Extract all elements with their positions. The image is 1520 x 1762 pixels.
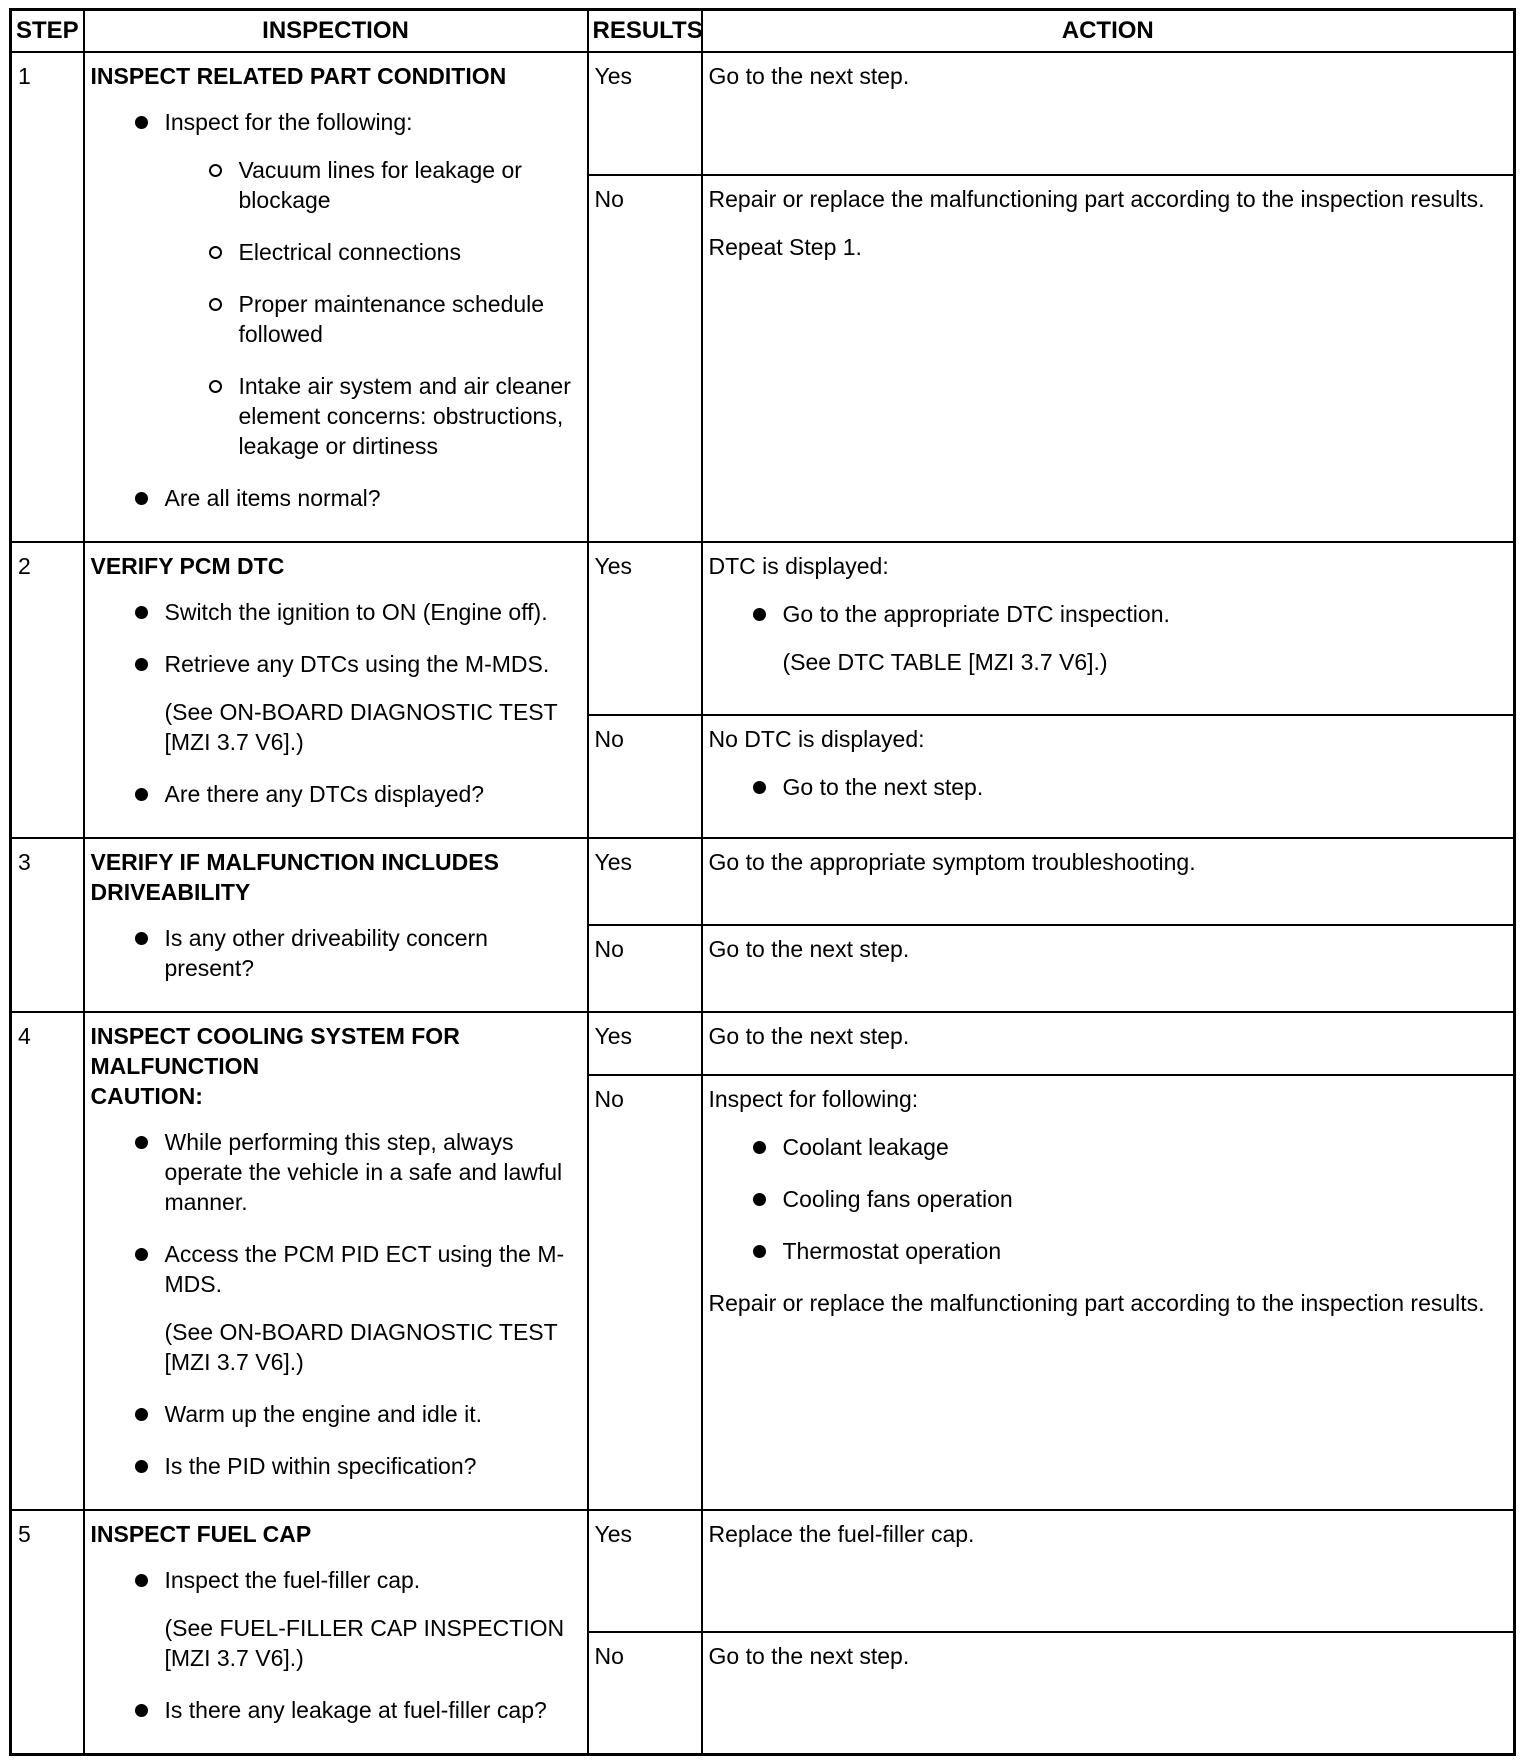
- step-title: [91, 1021, 581, 1081]
- result-yes: Yes: [588, 838, 702, 925]
- diagnostic-table: [9, 8, 1516, 1756]
- result-yes: Yes: [588, 1012, 702, 1075]
- step-title: VERIFY PCM DTC: [90, 553, 285, 579]
- header-step: STEP: [11, 10, 84, 53]
- bullet-text: Go to the appropriate DTC inspection.: [782, 601, 1170, 627]
- action-yes: Go to the appropriate symptom troubleshooting.: [702, 838, 1515, 925]
- bullet-item: Is the PID within specification?: [165, 1451, 581, 1481]
- action-text: No DTC is displayed:: [708, 726, 925, 753]
- bullet-list: [91, 1565, 581, 1725]
- header-results: RESULTS: [588, 10, 702, 53]
- sub-bullet-item: Proper maintenance schedule followed: [239, 289, 581, 349]
- bullet-list: [709, 772, 1508, 802]
- action-yes: Replace the fuel-filler cap.: [702, 1510, 1515, 1632]
- sub-bullet-list: [165, 155, 581, 461]
- bullet-list: [709, 1132, 1508, 1266]
- caution-label: CAUTION:: [90, 1083, 203, 1109]
- sub-bullet-item: Intake air system and air cleaner element concerns: obstructions, leakage or dirtiness: [239, 371, 581, 461]
- action-text: DTC is displayed:: [708, 553, 889, 579]
- step-4-yes-row: [11, 1012, 1515, 1075]
- step-number: 2: [11, 542, 84, 838]
- bullet-item: Are there any DTCs displayed?: [165, 779, 581, 809]
- step-1-inspection: [84, 52, 588, 542]
- step-4-inspection: [84, 1012, 588, 1510]
- bullet-list: [91, 923, 581, 983]
- bullet-item: Switch the ignition to ON (Engine off).: [165, 597, 581, 627]
- bullet-item: Are all items normal?: [165, 483, 581, 513]
- header-inspection: INSPECTION: [84, 10, 588, 53]
- bullet-item: Go to the next step.: [783, 772, 1508, 802]
- bullet-item: Coolant leakage: [783, 1132, 1508, 1162]
- step-2-yes-row: [11, 542, 1515, 715]
- header-action: ACTION: [702, 10, 1515, 53]
- bullet-text: Access the PCM PID ECT using the M-MDS.: [164, 1241, 565, 1297]
- action-text: Repair or replace the malfunctioning part according to the inspection results.: [708, 1289, 1485, 1316]
- step-title: INSPECT RELATED PART CONDITION: [90, 63, 507, 89]
- bullet-list: [91, 597, 581, 809]
- action-text: Inspect for following:: [708, 1085, 919, 1112]
- result-no: No: [588, 715, 702, 838]
- step-5-yes-row: [11, 1510, 1515, 1632]
- bullet-item: [165, 1565, 581, 1673]
- step-2-inspection: [84, 542, 588, 838]
- bullet-item: Warm up the engine and idle it.: [165, 1399, 581, 1429]
- step-3-yes-row: [11, 838, 1515, 925]
- result-no: No: [588, 1075, 702, 1510]
- reference-text: (See ON-BOARD DIAGNOSTIC TEST [MZI 3.7 V6].): [164, 699, 558, 755]
- step-title: VERIFY IF MALFUNCTION INCLUDES DRIVEABILITY: [90, 849, 499, 905]
- action-no: [702, 1075, 1515, 1510]
- step-title-text: INSPECT COOLING SYSTEM FOR MALFUNCTION: [90, 1023, 460, 1079]
- result-no: No: [588, 925, 702, 1012]
- reference-text: (See DTC TABLE [MZI 3.7 V6].): [782, 649, 1108, 675]
- sub-bullet-item: Electrical connections: [239, 237, 581, 267]
- reference-text: (See ON-BOARD DIAGNOSTIC TEST [MZI 3.7 V6].): [164, 1319, 558, 1375]
- header-row: [11, 10, 1515, 53]
- bullet-item: Thermostat operation: [783, 1236, 1508, 1266]
- bullet-item: Is any other driveability concern present?: [165, 923, 581, 983]
- result-yes: Yes: [588, 52, 702, 175]
- bullet-list: [91, 1127, 581, 1481]
- bullet-list: [709, 599, 1508, 677]
- step-number: 5: [11, 1510, 84, 1755]
- step-number: 3: [11, 838, 84, 1012]
- bullet-item: [165, 649, 581, 757]
- step-3-inspection: [84, 838, 588, 1012]
- action-no: Go to the next step.: [702, 1632, 1515, 1754]
- bullet-item: While performing this step, always operate the vehicle in a safe and lawful manner.: [165, 1127, 581, 1217]
- result-no: No: [588, 175, 702, 543]
- result-no: No: [588, 1632, 702, 1754]
- action-yes: Go to the next step.: [702, 1012, 1515, 1075]
- bullet-item: [165, 107, 581, 461]
- bullet-item: Is there any leakage at fuel-filler cap?: [165, 1695, 581, 1725]
- bullet-list: [91, 107, 581, 513]
- result-yes: Yes: [588, 542, 702, 715]
- action-yes: Go to the next step.: [702, 52, 1515, 175]
- bullet-item: [165, 1239, 581, 1377]
- step-5-inspection: [84, 1510, 588, 1755]
- sub-bullet-item: Vacuum lines for leakage or blockage: [239, 155, 581, 215]
- step-number: 1: [11, 52, 84, 542]
- action-text: Repair or replace the malfunctioning part according to the inspection results.: [708, 185, 1485, 212]
- bullet-item: Cooling fans operation: [783, 1184, 1508, 1214]
- reference-text: (See FUEL-FILLER CAP INSPECTION [MZI 3.7 V6].): [164, 1615, 565, 1671]
- step-number: 4: [11, 1012, 84, 1510]
- result-yes: Yes: [588, 1510, 702, 1632]
- action-no: [702, 175, 1515, 543]
- bullet-text: Inspect for the following:: [164, 109, 413, 135]
- action-no: Go to the next step.: [702, 925, 1515, 1012]
- step-1-yes-row: [11, 52, 1515, 175]
- action-text: Repeat Step 1.: [708, 233, 862, 260]
- step-title: INSPECT FUEL CAP: [90, 1521, 312, 1547]
- bullet-text: Retrieve any DTCs using the M-MDS.: [164, 651, 550, 677]
- bullet-item: [783, 599, 1508, 677]
- action-no: [702, 715, 1515, 838]
- bullet-text: Inspect the fuel-filler cap.: [164, 1567, 421, 1593]
- action-yes: [702, 542, 1515, 715]
